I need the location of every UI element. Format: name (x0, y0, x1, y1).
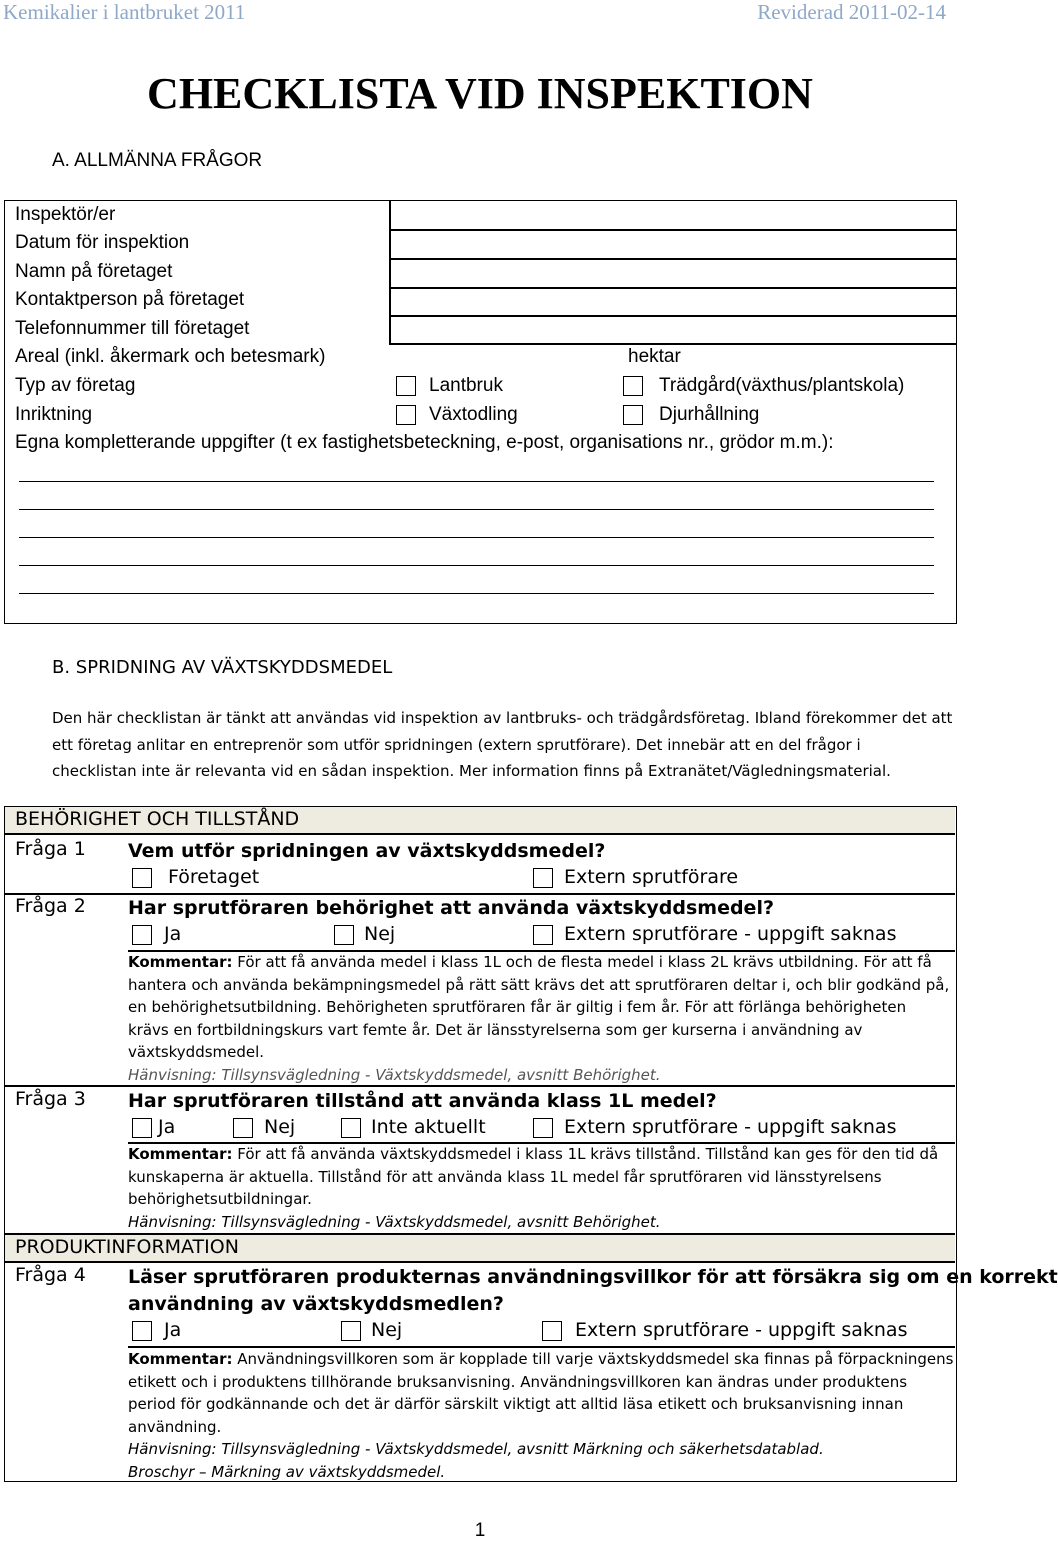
comment-line: användning. (128, 1417, 222, 1436)
checkbox-vaxtodling[interactable] (396, 405, 416, 425)
question-4-label: Fråga 4 (15, 1264, 86, 1286)
company-name-field[interactable] (391, 260, 956, 287)
q4-option-nej: Nej (371, 1319, 403, 1341)
q3-option-inte-aktuellt: Inte aktuellt (371, 1116, 486, 1138)
checkbox-lantbruk[interactable] (396, 376, 416, 396)
q3-comment (128, 1143, 953, 1233)
question-4-line: användning av växtskyddsmedlen? (128, 1293, 504, 1315)
extra-info-line[interactable] (19, 537, 934, 538)
q3-reference: Hänvisning: Tillsynsvägledning - Växtskyddsmedel, avsnitt Behörighet. (128, 1212, 661, 1231)
option-djurhallning: Djurhållning (659, 404, 760, 425)
page-number: 1 (474, 1520, 486, 1541)
intro-line: checklistan inte är relevanta vid en sådan inspektion. Mer information finns på Extranätet/Vägledningsmaterial. (52, 762, 891, 780)
q3-option-ja: Ja (158, 1116, 176, 1138)
area-unit: hektar (628, 346, 681, 367)
intro-line: Den här checklistan är tänkt att användas vid inspektion av lantbruks- och trädgårdsföretag. Ibland förekommer det att (52, 709, 953, 727)
comment-line: en behörighetsutbildning. Behörigheten sprutföraren får är giltig i fem år. För att förlänga behörigheten (128, 998, 907, 1016)
company-name-label: Namn på företaget (15, 261, 173, 282)
inspection-date-field[interactable] (391, 231, 956, 258)
comment-line: För att få använda medel i klass 1L och de flesta medel i klass 2L krävs utbildning. För att få (232, 953, 932, 971)
extra-info-line[interactable] (19, 509, 934, 510)
option-vaxtodling: Växtodling (429, 404, 518, 425)
q2-option-ja: Ja (164, 923, 182, 945)
section-b-intro (52, 705, 952, 785)
q4-checkbox-extern[interactable] (542, 1321, 562, 1341)
q3-checkbox-extern[interactable] (533, 1118, 553, 1138)
header-right: Reviderad 2011-02-14 (757, 0, 946, 24)
contact-person-field[interactable] (391, 289, 956, 315)
page-title: CHECKLISTA VID INSPEKTION (147, 69, 813, 118)
q2-reference: Hänvisning: Tillsynsvägledning - Växtskyddsmedel, avsnitt Behörighet. (128, 1065, 661, 1084)
divider (5, 1085, 955, 1087)
area-label: Areal (inkl. åkermark och betesmark) (15, 346, 326, 367)
section-a-title: A. ALLMÄNNA FRÅGOR (52, 150, 263, 171)
q3-checkbox-nej[interactable] (233, 1118, 253, 1138)
direction-label: Inriktning (15, 404, 93, 425)
comment-label: Kommentar: (128, 1145, 233, 1163)
comment-line: Användningsvillkoren som är kopplade till varje växtskyddsmedel ska finnas på förpackningens (232, 1350, 954, 1368)
q2-checkbox-ja[interactable] (132, 925, 152, 945)
extra-info-label: Egna kompletterande uppgifter (t ex fastighetsbeteckning, e-post, organisations nr., grödor m.m.): (15, 432, 834, 453)
phone-field[interactable] (391, 317, 956, 343)
q1-checkbox-foretaget[interactable] (132, 868, 152, 888)
checkbox-djurhallning[interactable] (623, 405, 643, 425)
question-1-label: Fråga 1 (15, 838, 86, 860)
q2-comment (128, 951, 953, 1086)
q1-option-extern: Extern sprutförare (564, 866, 739, 888)
divider (5, 1261, 955, 1263)
comment-line: krävs en fortbildningskurs vart femte år. Det är länsstyrelserna som ger kurserna i användning av (128, 1020, 863, 1039)
company-type-label: Typ av företag (15, 375, 136, 396)
question-3-text: Har sprutföraren tillstånd att använda klass 1L medel? (128, 1090, 717, 1112)
intro-line: ett företag anlitar en entreprenör som utför spridningen (extern sprutförare). Det innebär att en del frågor i (52, 735, 861, 754)
comment-line: etikett och i produktens tillhörande bruksanvisning. Användningsvillkoren kan ändras under produktens (128, 1372, 908, 1391)
q2-checkbox-extern[interactable] (533, 925, 553, 945)
q4-brochure: Broschyr – Märkning av växtskyddsmedel. (128, 1462, 446, 1481)
q1-option-foretaget: Företaget (168, 866, 260, 888)
comment-line: kunskaperna är aktuella. Tillstånd för att använda klass 1L medel får sprutföraren vid länsstyrelsens (128, 1167, 882, 1186)
question-1-text: Vem utför spridningen av växtskyddsmedel? (128, 840, 606, 862)
inspection-date-label: Datum för inspektion (15, 232, 190, 253)
section-header-authorization: BEHÖRIGHET OCH TILLSTÅND (15, 808, 300, 830)
divider (5, 833, 955, 835)
q4-comment (128, 1348, 953, 1483)
phone-label: Telefonnummer till företaget (15, 318, 250, 339)
comment-line: behörighetsutbildningar. (128, 1190, 312, 1208)
comment-line: period för godkännande och det är därför särskilt viktigt att alltid läsa etikett och bruksanvisning innan (128, 1395, 904, 1413)
section-b-title: B. SPRIDNING AV VÄXTSKYDDSMEDEL (52, 657, 393, 678)
q4-option-extern: Extern sprutförare - uppgift saknas (575, 1319, 908, 1341)
q4-option-ja: Ja (164, 1319, 182, 1341)
inspector-label: Inspektör/er (15, 204, 116, 225)
option-tradgard: Trädgård(växthus/plantskola) (659, 375, 905, 396)
question-2-label: Fråga 2 (15, 895, 86, 917)
comment-label: Kommentar: (128, 953, 233, 971)
q2-option-nej: Nej (364, 923, 396, 945)
q3-option-nej: Nej (264, 1116, 296, 1138)
comment-label: Kommentar: (128, 1350, 233, 1368)
q2-checkbox-nej[interactable] (334, 925, 354, 945)
header-left: Kemikalier i lantbruket 2011 (3, 0, 246, 24)
row-divider (389, 343, 956, 345)
contact-person-label: Kontaktperson på företaget (15, 289, 245, 310)
q3-checkbox-ja[interactable] (132, 1118, 152, 1138)
q3-checkbox-inte-aktuellt[interactable] (341, 1118, 361, 1138)
q2-option-extern: Extern sprutförare - uppgift saknas (564, 923, 897, 945)
option-lantbruk: Lantbruk (429, 375, 503, 396)
question-3-label: Fråga 3 (15, 1088, 86, 1110)
q4-reference: Hänvisning: Tillsynsvägledning - Växtskyddsmedel, avsnitt Märkning och säkerhetsdatablad. (128, 1440, 824, 1458)
q1-checkbox-extern[interactable] (533, 868, 553, 888)
comment-line: För att få använda växtskyddsmedel i klass 1L krävs tillstånd. Tillstånd kan ges för den tid då (232, 1145, 939, 1163)
section-header-product-info: PRODUKTINFORMATION (15, 1236, 239, 1258)
q3-option-extern: Extern sprutförare - uppgift saknas (564, 1116, 897, 1138)
q4-checkbox-nej[interactable] (341, 1321, 361, 1341)
inspector-field[interactable] (391, 202, 956, 229)
extra-info-line[interactable] (19, 565, 934, 566)
extra-info-line[interactable] (19, 481, 934, 482)
question-2-text: Har sprutföraren behörighet att använda växtskyddsmedel? (128, 897, 774, 919)
q4-checkbox-ja[interactable] (132, 1321, 152, 1341)
checkbox-tradgard[interactable] (623, 376, 643, 396)
comment-line: hantera och använda bekämpningsmedel på rätt sätt krävs det att sprutföraren deltar i, och blir godkänd på, (128, 975, 950, 994)
general-info-box (4, 200, 957, 624)
question-4-line: Läser sprutföraren produkternas användningsvillkor för att försäkra sig om en korrekt (128, 1266, 1058, 1288)
checklist-box (4, 806, 1058, 1482)
comment-line: växtskyddsmedel. (128, 1043, 265, 1061)
question-4-text (128, 1264, 1058, 1318)
extra-info-line[interactable] (19, 593, 934, 594)
